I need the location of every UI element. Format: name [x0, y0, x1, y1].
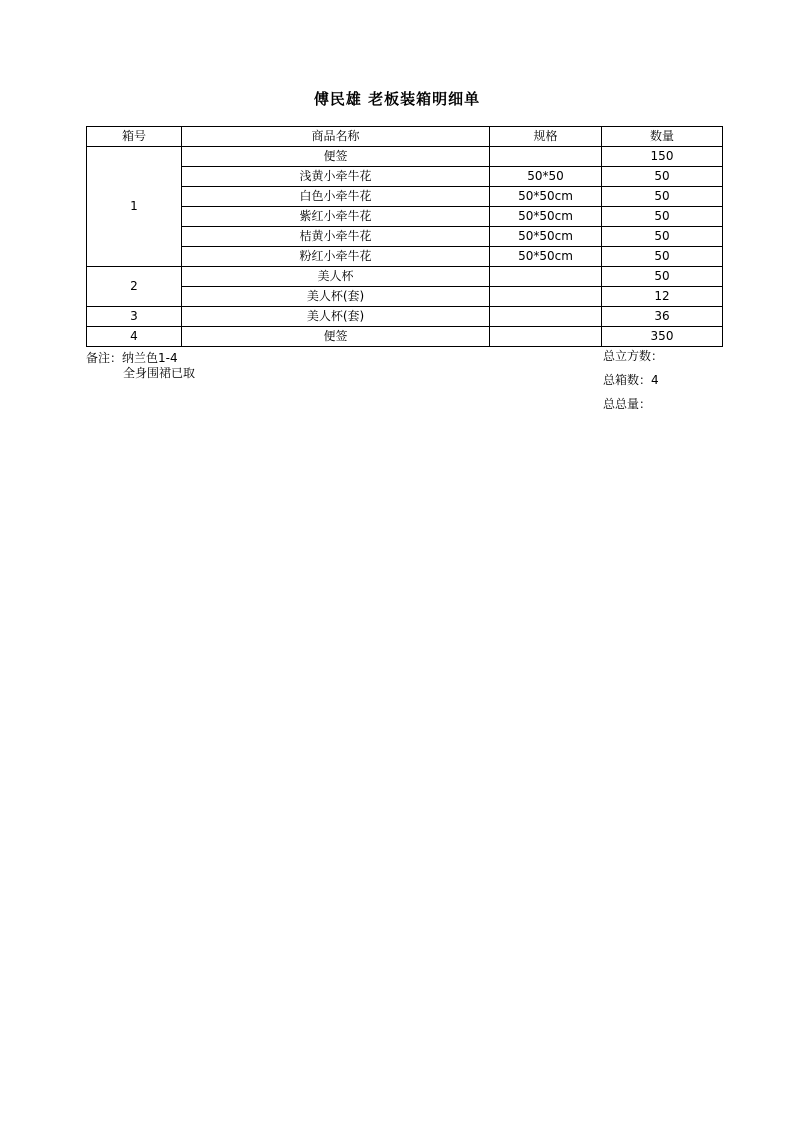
- table-row: [87, 287, 723, 307]
- spec-cell: 50*50cm: [490, 247, 602, 267]
- table-row: [87, 227, 723, 247]
- remarks-line-1: 备注：纳兰色1-4: [86, 351, 178, 365]
- box-number-cell: 4: [87, 327, 182, 347]
- table-row: [87, 247, 723, 267]
- total-boxes: 总箱数：4: [603, 373, 659, 387]
- quantity-cell: 50: [602, 167, 723, 187]
- packing-table: [86, 126, 723, 347]
- header-spec: 规格: [490, 127, 602, 147]
- header-quantity: 数量: [602, 127, 723, 147]
- total-volume: 总立方数：: [603, 349, 664, 363]
- table-row: [87, 307, 723, 327]
- table-row: [87, 207, 723, 227]
- spec-cell: [490, 327, 602, 347]
- quantity-cell: 50: [602, 207, 723, 227]
- product-name-cell: 白色小牵牛花: [182, 187, 490, 207]
- remarks-line-2: 全身围裙已取: [123, 366, 196, 380]
- quantity-cell: 50: [602, 247, 723, 267]
- product-name-cell: 便签: [182, 327, 490, 347]
- box-number-cell: 2: [87, 267, 182, 307]
- header-box-no: 箱号: [87, 127, 182, 147]
- product-name-cell: 粉红小牵牛花: [182, 247, 490, 267]
- total-weight: 总总量：: [603, 397, 652, 411]
- table-row: [87, 167, 723, 187]
- page-title: 傅民雄 老板装箱明细单: [313, 90, 481, 108]
- product-name-cell: 紫红小牵牛花: [182, 207, 490, 227]
- product-name-cell: 美人杯: [182, 267, 490, 287]
- table-row: [87, 327, 723, 347]
- product-name-cell: 美人杯(套): [182, 287, 490, 307]
- quantity-cell: 50: [602, 187, 723, 207]
- spec-cell: [490, 287, 602, 307]
- product-name-cell: 桔黄小牵牛花: [182, 227, 490, 247]
- spec-cell: 50*50cm: [490, 207, 602, 227]
- quantity-cell: 50: [602, 227, 723, 247]
- header-product-name: 商品名称: [182, 127, 490, 147]
- quantity-cell: 50: [602, 267, 723, 287]
- spec-cell: 50*50cm: [490, 187, 602, 207]
- spec-cell: [490, 267, 602, 287]
- table-header-row: [87, 127, 723, 147]
- table-row: [87, 267, 723, 287]
- table-row: [87, 187, 723, 207]
- totals-summary: [603, 349, 663, 421]
- remarks: [86, 351, 195, 381]
- box-number-cell: 1: [87, 147, 182, 267]
- product-name-cell: 浅黄小牵牛花: [182, 167, 490, 187]
- spec-cell: [490, 147, 602, 167]
- quantity-cell: 350: [602, 327, 723, 347]
- quantity-cell: 150: [602, 147, 723, 167]
- quantity-cell: 12: [602, 287, 723, 307]
- spec-cell: 50*50cm: [490, 227, 602, 247]
- box-number-cell: 3: [87, 307, 182, 327]
- product-name-cell: 美人杯(套): [182, 307, 490, 327]
- quantity-cell: 36: [602, 307, 723, 327]
- table-row: [87, 147, 723, 167]
- product-name-cell: 便签: [182, 147, 490, 167]
- spec-cell: [490, 307, 602, 327]
- spec-cell: 50*50: [490, 167, 602, 187]
